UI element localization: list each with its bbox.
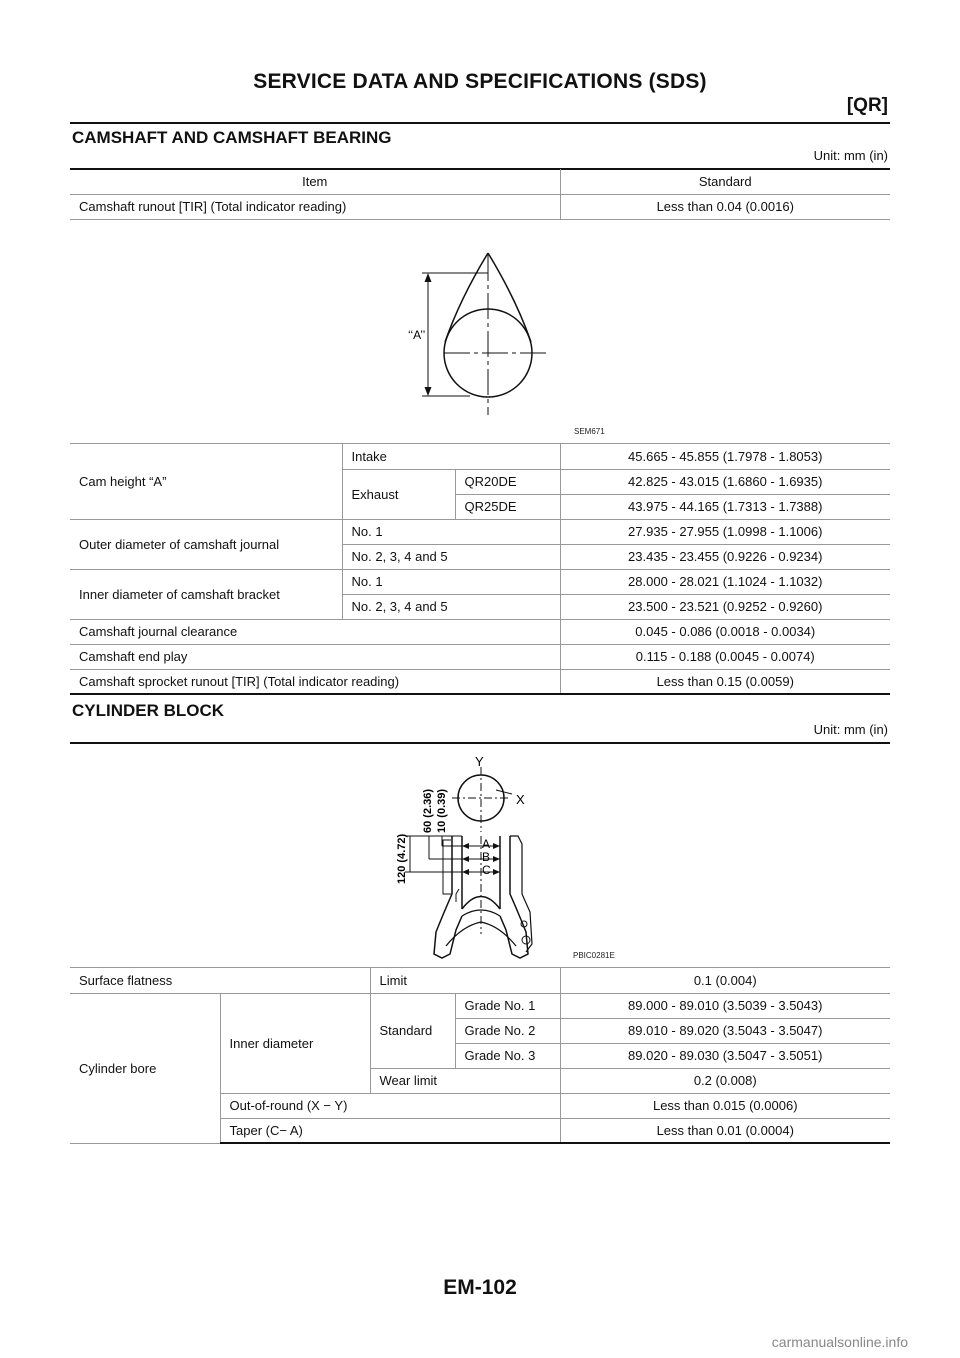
- header-rule: [70, 122, 890, 124]
- cylinder-block-unit: Unit: mm (in): [813, 722, 888, 737]
- dimension-10-label: 10 (0.39): [436, 788, 448, 833]
- intake-label: Intake: [342, 444, 560, 469]
- out-of-round-value: Less than 0.015 (0.0006): [560, 1093, 890, 1118]
- grade-3-value: 89.020 - 89.030 (3.5047 - 3.5051): [560, 1043, 890, 1068]
- camshaft-spec-table: [70, 444, 890, 695]
- inner-no1-label: No. 1: [342, 569, 560, 594]
- axis-x-label: X: [516, 792, 525, 807]
- qr25de-value: 43.975 - 44.165 (1.7313 - 1.7388): [560, 494, 890, 519]
- page-number: EM-102: [443, 1276, 517, 1299]
- journal-clearance-value: 0.045 - 0.086 (0.0018 - 0.0034): [560, 619, 890, 644]
- table-row: [70, 669, 890, 694]
- camshaft-unit: Unit: mm (in): [813, 148, 888, 163]
- axis-y-label: Y: [475, 754, 484, 769]
- cam-lobe-figure: [70, 219, 890, 444]
- table-row: [70, 644, 890, 669]
- surface-flatness-limit-label: Limit: [370, 968, 560, 993]
- table-row: [70, 519, 890, 544]
- intake-value: 45.665 - 45.855 (1.7978 - 1.8053): [560, 444, 890, 469]
- figure-code: SEM671: [574, 427, 605, 436]
- dimension-120-label: 120 (4.72): [396, 833, 408, 884]
- outer-no2-value: 23.435 - 23.455 (0.9226 - 0.9234): [560, 544, 890, 569]
- cylinder-block-spec-table: [70, 968, 890, 1144]
- qr25de-label: QR25DE: [455, 494, 560, 519]
- cam-lobe-diagram: [70, 219, 890, 444]
- camshaft-runout-table: [70, 169, 890, 220]
- table-row: [70, 194, 890, 219]
- table-row: [70, 444, 890, 469]
- grade-1-label: Grade No. 1: [455, 993, 560, 1018]
- surface-flatness-value: 0.1 (0.004): [560, 968, 890, 993]
- wear-limit-label: Wear limit: [370, 1068, 560, 1093]
- wear-limit-value: 0.2 (0.008): [560, 1068, 890, 1093]
- cylinder-block-figure: [70, 744, 890, 968]
- cylinder-block-diagram: [70, 744, 890, 968]
- runout-value: Less than 0.04 (0.0016): [560, 194, 890, 219]
- watermark[interactable]: carmanualsonline.info: [771, 1334, 908, 1350]
- end-play-value: 0.115 - 0.188 (0.0045 - 0.0074): [560, 644, 890, 669]
- inner-diameter-label: Inner diameter: [220, 993, 370, 1093]
- inner-no2-value: 23.500 - 23.521 (0.9252 - 0.9260): [560, 594, 890, 619]
- grade-3-label: Grade No. 3: [455, 1043, 560, 1068]
- journal-clearance-label: Camshaft journal clearance: [70, 619, 560, 644]
- qr20de-label: QR20DE: [455, 469, 560, 494]
- inner-diameter-label: Inner diameter of camshaft bracket: [70, 569, 342, 619]
- cylinder-bore-label: Cylinder bore: [70, 993, 220, 1143]
- qr20de-value: 42.825 - 43.015 (1.6860 - 1.6935): [560, 469, 890, 494]
- grade-1-value: 89.000 - 89.010 (3.5039 - 3.5043): [560, 993, 890, 1018]
- outer-no1-value: 27.935 - 27.955 (1.0998 - 1.1006): [560, 519, 890, 544]
- inner-no2-label: No. 2, 3, 4 and 5: [342, 594, 560, 619]
- table-row: [70, 569, 890, 594]
- table-row: [70, 993, 890, 1018]
- cam-height-label-cell: Cam height “A”: [70, 444, 342, 519]
- column-header-item: Item: [70, 169, 560, 194]
- end-play-label: Camshaft end play: [70, 644, 560, 669]
- figure-code: PBIC0281E: [573, 951, 615, 960]
- outer-no1-label: No. 1: [342, 519, 560, 544]
- outer-diameter-label: Outer diameter of camshaft journal: [70, 519, 342, 569]
- point-b-label: B: [482, 850, 491, 864]
- point-c-label: C: [482, 863, 491, 877]
- table-row: [70, 968, 890, 993]
- grade-2-label: Grade No. 2: [455, 1018, 560, 1043]
- runout-label: Camshaft runout [TIR] (Total indicator reading): [70, 194, 560, 219]
- sprocket-runout-label: Camshaft sprocket runout [TIR] (Total indicator reading): [70, 669, 560, 694]
- taper-value: Less than 0.01 (0.0004): [560, 1118, 890, 1143]
- outer-no2-label: No. 2, 3, 4 and 5: [342, 544, 560, 569]
- out-of-round-label: Out-of-round (X − Y): [220, 1093, 560, 1118]
- table-row: [70, 169, 890, 194]
- engine-code: [QR]: [846, 95, 888, 116]
- camshaft-section-title: CAMSHAFT AND CAMSHAFT BEARING: [72, 128, 392, 147]
- page-title: SERVICE DATA AND SPECIFICATIONS (SDS): [253, 70, 707, 93]
- cylinder-block-section-title: CYLINDER BLOCK: [72, 701, 225, 720]
- dimension-60-label: 60 (2.36): [422, 788, 434, 833]
- table-row: [70, 619, 890, 644]
- column-header-standard: Standard: [560, 169, 890, 194]
- grade-2-value: 89.010 - 89.020 (3.5043 - 3.5047): [560, 1018, 890, 1043]
- exhaust-label: Exhaust: [342, 469, 455, 519]
- inner-no1-value: 28.000 - 28.021 (1.1024 - 1.1032): [560, 569, 890, 594]
- surface-flatness-label: Surface flatness: [70, 968, 370, 993]
- sprocket-runout-value: Less than 0.15 (0.0059): [560, 669, 890, 694]
- point-a-label: A: [482, 837, 491, 851]
- taper-label: Taper (C− A): [220, 1118, 560, 1143]
- standard-label: Standard: [370, 993, 455, 1068]
- cam-height-label: ‘‘A’’: [408, 328, 426, 342]
